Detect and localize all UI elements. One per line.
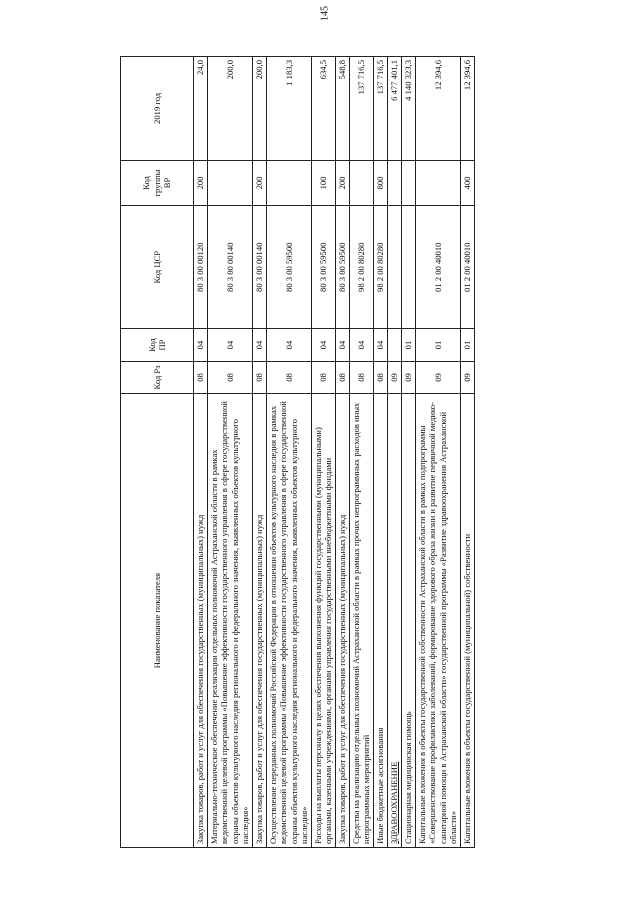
row-name: Расходы на выплаты персоналу в целях обеспечения выполнения функций государственными (муниципальными) органами, казенными учреждениями, органами управления государственными внебюджетными фондами xyxy=(311,394,335,848)
header-csr: Код ЦСР xyxy=(121,206,194,329)
header-pr: Код ПР xyxy=(121,329,194,361)
row-amount: 200,0 xyxy=(252,57,266,161)
row-csr: 80 3 00 00140 xyxy=(252,206,266,329)
row-pr: 01 xyxy=(415,329,460,361)
table-row xyxy=(401,57,415,848)
row-pr: 04 xyxy=(252,329,266,361)
row-vr: 200 xyxy=(252,160,266,205)
row-vr xyxy=(387,160,401,205)
row-amount: 548,8 xyxy=(335,57,349,161)
table-row xyxy=(266,57,311,848)
row-vr: 800 xyxy=(373,160,387,205)
row-vr xyxy=(208,160,253,205)
row-csr: 80 3 00 00140 xyxy=(208,206,253,329)
row-rz: 08 xyxy=(208,361,253,393)
table-header-row xyxy=(121,57,194,848)
row-vr: 400 xyxy=(460,160,474,205)
row-pr xyxy=(387,329,401,361)
row-name: Закупка товаров, работ и услуг для обеспечения государственных (муниципальных) нужд xyxy=(335,394,349,848)
row-name: ЗДРАВООХРАНЕНИЕ xyxy=(387,394,401,848)
row-amount: 24,0 xyxy=(194,57,208,161)
row-pr: 04 xyxy=(194,329,208,361)
row-pr: 01 xyxy=(401,329,415,361)
table-row xyxy=(208,57,253,848)
row-amount: 200,0 xyxy=(208,57,253,161)
row-pr: 04 xyxy=(311,329,335,361)
row-vr xyxy=(349,160,373,205)
table-row xyxy=(349,57,373,848)
row-name: Закупка товаров, работ и услуг для обеспечения государственных (муниципальных) нужд xyxy=(252,394,266,848)
row-rz: 09 xyxy=(401,361,415,393)
table-row xyxy=(311,57,335,848)
row-rz: 09 xyxy=(460,361,474,393)
row-name: Капитальные вложения в объекты государственной (муниципальной) собственности xyxy=(460,394,474,848)
row-csr xyxy=(387,206,401,329)
row-pr: 04 xyxy=(335,329,349,361)
table-row xyxy=(335,57,349,848)
row-amount: 137 716,5 xyxy=(349,57,373,161)
row-amount: 137 716,5 xyxy=(373,57,387,161)
row-csr: 01 2 00 40010 xyxy=(460,206,474,329)
row-pr: 04 xyxy=(349,329,373,361)
budget-table xyxy=(120,56,475,848)
row-vr: 200 xyxy=(335,160,349,205)
row-name: Стационарная медицинская помощь xyxy=(401,394,415,848)
page-number: 145 xyxy=(319,6,331,21)
row-vr xyxy=(415,160,460,205)
row-amount: 4 140 323,3 xyxy=(401,57,415,161)
row-vr: 100 xyxy=(311,160,335,205)
row-csr: 01 2 00 40010 xyxy=(415,206,460,329)
header-rz: Код Рз xyxy=(121,361,194,393)
row-amount: 1 183,3 xyxy=(266,57,311,161)
row-pr: 04 xyxy=(208,329,253,361)
row-rz: 08 xyxy=(335,361,349,393)
row-amount: 12 394,6 xyxy=(460,57,474,161)
row-pr: 04 xyxy=(373,329,387,361)
row-rz: 09 xyxy=(387,361,401,393)
row-csr: 98 2 00 80280 xyxy=(349,206,373,329)
row-name: Материально-техническое обеспечение реализации отдельных полномочий Астраханской области в рамках ведомственной целевой программы «Повышение эффективности государственного управления в сфере государственной охраны объектов культурного наследия регионального и федерального значения, выявленных объектов культурного наследия» xyxy=(208,394,253,848)
table-row xyxy=(252,57,266,848)
row-name: Капитальные вложения в объекты государственной собственности Астраханской области в рамках подпрограммы «Совершенствование профилактики заболеваний, формирование здорового образа жизни и развитие первичной медико-санитарной помощи в Астраханской области» государственной программы «Развитие здравоохранения Астраханской области» xyxy=(415,394,460,848)
row-amount: 12 394,6 xyxy=(415,57,460,161)
row-csr xyxy=(401,206,415,329)
rotated-table-wrapper xyxy=(120,56,620,848)
row-vr xyxy=(401,160,415,205)
header-vr: Код группы ВР xyxy=(121,160,194,205)
table-row xyxy=(194,57,208,848)
row-csr: 98 2 00 80280 xyxy=(373,206,387,329)
row-rz: 08 xyxy=(373,361,387,393)
header-name: Наименование показателя xyxy=(121,394,194,848)
row-amount: 634,5 xyxy=(311,57,335,161)
row-name: Закупка товаров, работ и услуг для обеспечения государственных (муниципальных) нужд xyxy=(194,394,208,848)
table-row xyxy=(387,57,401,848)
row-csr: 80 3 00 59500 xyxy=(311,206,335,329)
row-name: Средства на реализацию отдельных полномочий Астраханской области в рамках прочих непрограммных расходов иных непрограммных мероприятий xyxy=(349,394,373,848)
row-name: Иные бюджетные ассигнования xyxy=(373,394,387,848)
row-name: Осуществление переданных полномочий Российской Федерации в отношении объектов культурного наследия в рамках ведомственной целевой программы «Повышение эффективности государственного управления в сфере государственной охраны объектов культурного наследия регионального и федерального значения, выявленных объектов культурного наследия» xyxy=(266,394,311,848)
row-pr: 04 xyxy=(266,329,311,361)
row-rz: 08 xyxy=(266,361,311,393)
table-row xyxy=(373,57,387,848)
row-vr: 200 xyxy=(194,160,208,205)
row-rz: 08 xyxy=(311,361,335,393)
row-rz: 08 xyxy=(349,361,373,393)
row-csr: 80 3 00 59500 xyxy=(335,206,349,329)
row-csr: 80 3 00 59500 xyxy=(266,206,311,329)
header-year: 2019 год xyxy=(121,57,194,161)
row-rz: 08 xyxy=(252,361,266,393)
row-csr: 80 3 00 00120 xyxy=(194,206,208,329)
row-amount: 6 477 401,1 xyxy=(387,57,401,161)
row-pr: 01 xyxy=(460,329,474,361)
row-rz: 08 xyxy=(194,361,208,393)
row-vr xyxy=(266,160,311,205)
row-rz: 09 xyxy=(415,361,460,393)
table-row xyxy=(460,57,474,848)
table-row xyxy=(415,57,460,848)
